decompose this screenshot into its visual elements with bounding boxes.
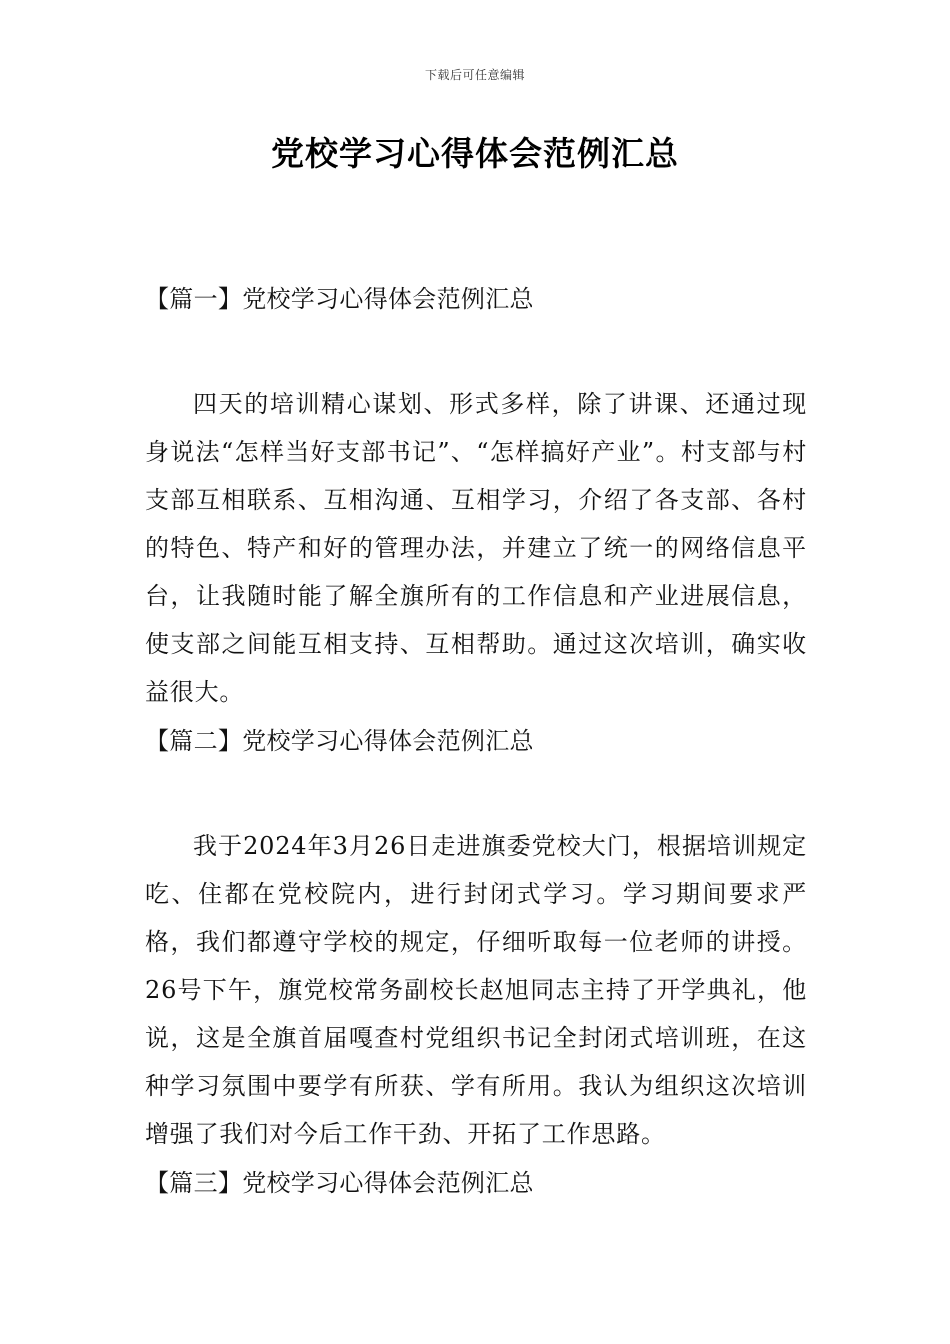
section-paragraph-2: 我于2024年3月26日走进旗委党校大门，根据培训规定吃、住都在党校院内，进行封闭式学习。学习期间要求严格，我们都遵守学校的规定，仔细听取每一位老师的讲授。26号下午，旗党校常务副校长赵旭同志主持了开学典礼，他说，这是全旗首届嘎查村党组织书记全封闭式培训班，在这种学习氛围中要学有所获、学有所用。我认为组织这次培训增强了我们对今后工作干劲、开拓了工作思路。 (145, 832, 807, 1148)
document-title: 党校学习心得体会范例汇总 (271, 134, 679, 173)
header-note: 下载后可任意编辑 (424, 68, 525, 82)
section-paragraph-1: 四天的培训精心谋划、形式多样，除了讲课、还通过现身说法“怎样当好支部书记”、“怎样搞好产业”。村支部与村支部互相联系、互相沟通、互相学习，介绍了各支部、各村的特色、特产和好的管理办法，并建立了统一的网络信息平台，让我随时能了解全旗所有的工作信息和产业进展信息，使支部之间能互相支持、互相帮助。通过这次培训，确实收益很大。 (145, 390, 807, 706)
section-heading-3: 【篇三】党校学习心得体会范例汇总 (145, 1169, 534, 1197)
section-heading-1: 【篇一】党校学习心得体会范例汇总 (145, 285, 534, 313)
section-heading-2: 【篇二】党校学习心得体会范例汇总 (145, 727, 534, 755)
document-body (145, 280, 807, 1202)
